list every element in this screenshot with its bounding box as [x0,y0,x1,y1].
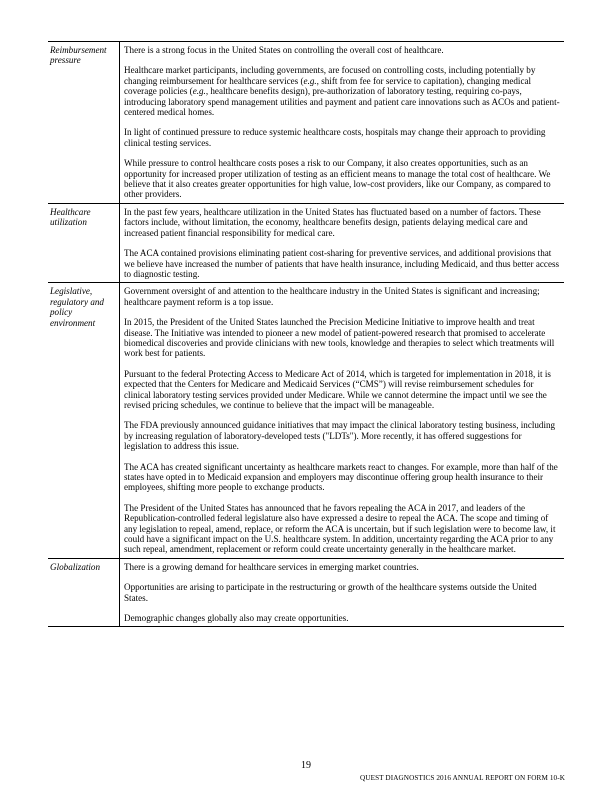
paragraph [124,248,561,279]
row-label: Reimbursement pressure [48,42,120,204]
text-run: There is a growing demand for healthcare services in emerging market countries. [124,561,419,572]
row-healthcare-utilization [48,203,564,282]
text-run: Healthcare market participants, including governments, are focused on controlling costs, including potentially by changing reimbursement for healthcare services ( [124,65,536,86]
row-reimbursement-pressure [48,42,564,204]
text-run: , healthcare benefits design), pre-authorization of laboratory testing, requiring co-pays, introducing laboratory spend management utilities and payment and patient care innovations such as ACOs and patient-centered medical homes. [124,86,560,118]
paragraph [124,582,561,603]
page-number: 19 [301,760,311,771]
text-run: The FDA previously announced guidance initiatives that may impact the clinical laboratory testing business, including by increasing regulation of laboratory-developed tests ("LDTs"). More recently, it has offered suggestions for legislation to address this issue. [124,420,556,452]
paragraph [124,286,561,307]
text-run: , shift from fee for service to capitation), changing medical coverage policies ( [124,75,532,97]
paragraph [124,462,561,493]
text-run: The President of the United States has announced that he favors repealing the ACA in 2017, and leaders of the Republication-controlled federal legislature also have expressed a desire to repeal the ACA. The scope and timing of any legislation to repeal, amend, replace, or reform the ACA is uncertain, but if such legislation were to become law, it could have a significant impact on the U.S. healthcare system. In addition, uncertainty regarding the ACA prior to any such repeal, amendment, replacement or reform could create uncertainty generally in the healthcare market. [124,502,556,555]
text-run: In 2015, the President of the United States launched the Precision Medicine Initiative to improve health and treat disease. The Initiative was intended to pioneer a new model of patient-powered research that promised to accelerate biomedical discoveries and provide clinicians with new tools, knowledge and therapies to select which treatments will work best for patients. [124,317,555,359]
row-content [120,203,565,282]
italic-run: e.g. [303,75,317,86]
paragraph [124,127,561,148]
paragraph [124,65,561,117]
row-content [120,42,565,204]
paragraph [124,562,561,572]
text-run: Demographic changes globally also may create opportunities. [124,613,349,624]
text-run: While pressure to control healthcare costs poses a risk to our Company, it also creates opportunities, such as an opportunity for increased proper utilization of testing as an efficient means to manage the total cost of healthcare. We believe that it also creates greater opportunities for high value, low-cost providers, like our Company, as compared to other providers. [124,158,551,200]
row-label: Healthcare utilization [48,203,120,282]
row-legislative-regulatory-and-policy-environment [48,283,564,559]
text-run: Pursuant to the federal Protecting Access to Medicare Act of 2014, which is targeted for implementation in 2018, it is expected that the Centers for Medicare and Medicaid Services (“CMS”) will revise reimbursement schedules for clinical laboratory testing services provided under Medicare. While we cannot determine the impact until we see the revised pricing schedules, we continue to believe that the impact will be manageable. [124,368,551,410]
paragraph [124,613,561,623]
text-run: The ACA contained provisions eliminating patient cost-sharing for preventive services, and additional provisions that we believe have increased the number of patients that have health insurance, including Medicaid, and thus better access to diagnostic testing. [124,248,560,279]
row-label: Legislative, regulatory and policy environment [48,283,120,559]
text-run: In the past few years, healthcare utilization in the United States has fluctuated based on a number of factors. These factors include, without limitation, the economy, healthcare benefits design, patients delaying medical care and increased patient financial responsibility for medical care. [124,206,541,238]
text-run: There is a strong focus in the United States on controlling the overall cost of healthcare. [124,45,444,55]
text-run: In light of continued pressure to reduce systemic healthcare costs, hospitals may change their approach to providing clinical testing services. [124,127,546,148]
paragraph [124,369,561,411]
paragraph [124,317,561,359]
row-content [120,558,565,627]
text-run: Opportunities are arising to participate in the restructuring or growth of the healthcare systems outside the United States. [124,582,537,603]
paragraph [124,503,561,555]
paragraph [124,158,561,200]
trends-table [48,41,564,627]
paragraph [124,420,561,451]
text-run: Government oversight of and attention to the healthcare industry in the United States is significant and increasing; healthcare payment reform is a top issue. [124,286,540,307]
paragraph [124,45,561,55]
paragraph [124,207,561,238]
text-run: The ACA has created significant uncertainty as healthcare markets react to changes. For example, more than half of the states have opted in to Medicaid expansion and employers may discontinue offering group health insurance to their employees, shifting more people to exchange products. [124,461,558,493]
row-globalization [48,558,564,627]
row-content [120,283,565,559]
italic-run: e.g. [192,86,206,97]
row-label: Globalization [48,558,120,627]
report-footer: QUEST DIAGNOSTICS 2016 ANNUAL REPORT ON FORM 10-K [360,774,565,782]
